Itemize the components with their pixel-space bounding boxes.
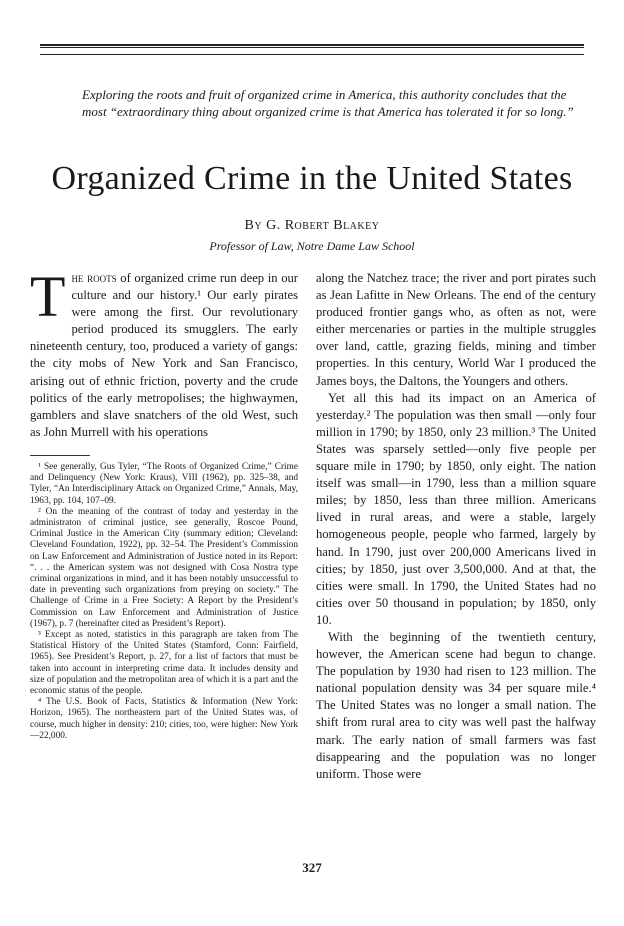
author-byline: By G. Robert Blakey xyxy=(244,218,380,233)
footnote-4: ⁴ The U.S. Book of Facts, Statistics & Information (New York: Horizon, 1965). The northeastern part of the United States was, of course, much higher in density: 210; cities, too, were higher: New York—22,000. xyxy=(30,697,298,741)
lead-in-smallcaps: he roots xyxy=(71,271,117,285)
drop-cap: T xyxy=(30,264,66,329)
footnote-3: ³ Except as noted, statistics in this paragraph are taken from The Statistical History of the United States (Stamford, Conn: Fairfield, 1965). See President’s Report, p. 27, for a list of factors that must be taken into account in interpreting crime data. It includes density and size of population and the metropolitan area of which it is a part and the economic status of the people. xyxy=(30,629,298,696)
author-affiliation: Professor of Law, Notre Dame Law School xyxy=(209,239,415,253)
right-column xyxy=(316,270,596,783)
footnote-1: ¹ See generally, Gus Tyler, “The Roots of Organized Crime,” Crime and Delinquency (New York: Kraus), VIII (1962), pp. 325–38, and Tyler, “An Interdisciplinary Attack on Organized Crime,” Annals, May, 1963, pp. 104, 107–09. xyxy=(30,461,298,506)
article-title: Organized Crime in the United States xyxy=(51,160,573,197)
body-paragraph-2: Yet all this had its impact on an America of yesterday.² The population was then small —only four million in 1790; by 1850, only 23 million.³ The United States was sparsely settled—only five people per square mile in 1790; by 1850, only eight. The nation itself was small—in 1790, less than a million square miles; by 1850, less than three million. Americans lived in rural areas, and were a stable, largely homogeneous people, people who farmed, largely by hand. In 1790, just over 200,000 Americans lived in cities; by 1850, just over 3,500,000. And at that, the cities were small. In 1790, the United States had no cities over 50 thousand in population; by 1850, only 10. xyxy=(316,390,596,627)
header-double-rule xyxy=(40,44,584,48)
footnote-2: ² On the meaning of the contrast of today and yesterday in the administraton of criminal justice, see generally, Roscoe Pound, Criminal Justice in the American City (summary edition; Cleveland: Cleveland Foundation, 1922), pp. 32–54. The President’s Commission on Law Enforcement and Administration of Justice noted in its Report: “. . . the American system was not designed with Cosa Nostra type criminal organizations in mind, and it has been notably unsuccessful to date in preventing such organizations from preying on society.” The Challenge of Crime in a Free Society: A Report by the President’s Commission on Law Enforcement and Administration of Justice (1967), p. 7 (hereinafter cited as President’s Report). xyxy=(30,506,298,629)
body-paragraph-continuation: along the Natchez trace; the river and port pirates such as Jean Lafitte in New Orleans. The end of the century produced frontier gangs who, as often as not, were either mercenaries or parties in the multiple struggles over land, cattle, grazing fields, mining and timber properties. In this century, World War I produced the James boys, the Daltons, the Youngers and others. xyxy=(316,271,596,388)
opening-paragraph xyxy=(30,264,298,441)
left-column xyxy=(30,264,298,742)
footnotes xyxy=(30,462,298,742)
footnote-rule xyxy=(30,455,90,456)
page-number: 327 xyxy=(302,860,322,875)
opening-paragraph-text: of organized crime run deep in our culture and our history.¹ Our early pirates were among the first. Our revolutionary period produced its smugglers. The early nineteenth century, too, produced a variety of gangs: the city mobs of New York and San Francisco, arising out of ethnic friction, poverty and the crude politics of the early metropolises; the highwaymen, gamblers and slave snatchers of the old West, such as John Murrell with his operations xyxy=(30,271,298,439)
article-teaser: Exploring the roots and fruit of organized crime in America, this authority concludes that the most “extraordinary thing about organized crime is that America has tolerated it for so long.” xyxy=(82,87,574,119)
header-single-rule xyxy=(40,54,584,55)
body-paragraph-3: With the beginning of the twentieth century, however, the American scene had begun to change. The population by 1930 had risen to 123 million. The national population density was 34 per square mile.⁴ The United States was no longer a small nation. The shift from rural area to city was well past the halfway mark. The early nation of small farmers was fast disappearing and the population was no longer uniform. Those were xyxy=(316,629,596,781)
